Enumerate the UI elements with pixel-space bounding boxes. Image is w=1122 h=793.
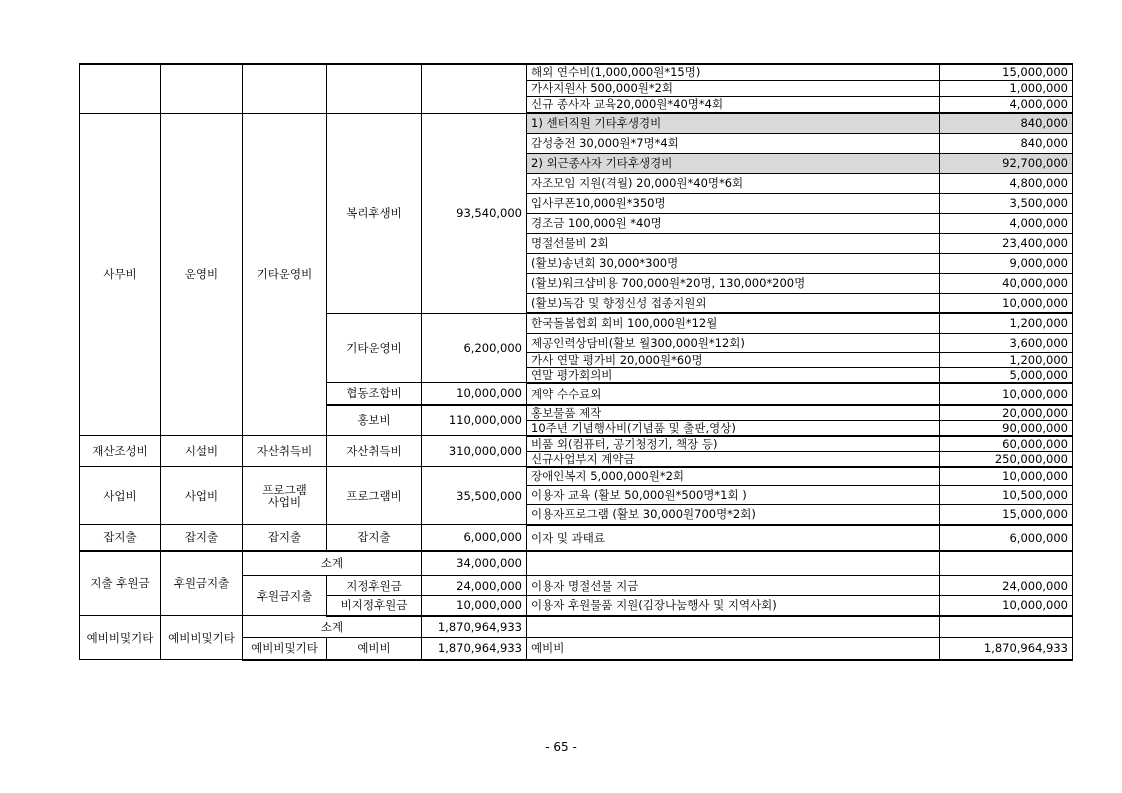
table-cell: 90,000,000: [940, 420, 1073, 436]
table-row: [80, 616, 1073, 638]
table-cell: 이자 및 과태료: [527, 525, 940, 551]
table-cell: 이용자 교육 (활보 50,000원*500명*1회 ): [527, 486, 940, 505]
table-cell: 장애인복지 5,000,000원*2회: [527, 467, 940, 486]
subtotal-label: 소계: [243, 616, 422, 638]
table-row: [80, 525, 1073, 551]
category-cell: 후원금지출: [161, 551, 243, 616]
table-cell: 1,000,000: [940, 80, 1073, 96]
category-cell: 기타운영비: [243, 113, 327, 436]
table-cell: 92,700,000: [940, 153, 1073, 173]
table-cell: 10,000,000: [940, 467, 1073, 486]
table-cell: 입사쿠폰10,000원*350명: [527, 193, 940, 213]
table-cell: 가사지원사 500,000원*2회: [527, 80, 940, 96]
table-cell: 신규 종사자 교육20,000원*40명*4회: [527, 96, 940, 113]
table-row: [80, 467, 1073, 486]
table-cell: 250,000,000: [940, 451, 1073, 467]
table-cell: 예비비: [527, 638, 940, 660]
amount-cell: 34,000,000: [422, 551, 527, 576]
table-cell: 10주년 기념행사비(기념품 및 출판,영상): [527, 420, 940, 436]
table-cell: 자조모임 지원(격월) 20,000원*40명*6회: [527, 173, 940, 193]
category-cell: 재산조성비: [80, 436, 161, 467]
category-cell: 지출 후원금: [80, 551, 161, 616]
category-cell: 기타운영비: [327, 313, 422, 383]
table-cell: 경조금 100,000원 *40명: [527, 213, 940, 233]
amount-cell: 10,000,000: [422, 596, 527, 616]
table-cell: 1,200,000: [940, 313, 1073, 333]
table-cell: 4,000,000: [940, 213, 1073, 233]
table-cell: 가사 연말 평가비 20,000원*60명: [527, 352, 940, 367]
table-cell: 3,500,000: [940, 193, 1073, 213]
table-cell: 1,870,964,933: [940, 638, 1073, 660]
table-cell: 10,000,000: [940, 596, 1073, 616]
category-cell: 사무비: [80, 113, 161, 436]
category-cell: 자산취득비: [327, 436, 422, 467]
table-cell: 10,000,000: [940, 293, 1073, 313]
page-number: - 65 -: [545, 740, 577, 754]
table-cell: 신규사업부지 계약금: [527, 451, 940, 467]
table-cell: [243, 64, 327, 113]
amount-cell: 35,500,000: [422, 467, 527, 525]
table-cell: 10,500,000: [940, 486, 1073, 505]
table-cell: 40,000,000: [940, 273, 1073, 293]
category-cell: 예비비및기타: [80, 616, 161, 660]
category-cell: 잡지출: [243, 525, 327, 551]
table-cell: [161, 64, 243, 113]
table-cell: 한국돌봄협회 회비 100,000원*12월: [527, 313, 940, 333]
table-row: [80, 64, 1073, 80]
category-cell: 사업비: [80, 467, 161, 525]
table-cell: 감성충전 30,000원*7명*4회: [527, 133, 940, 153]
table-row: [80, 113, 1073, 133]
table-cell: [527, 616, 940, 638]
table-cell: 계약 수수료외: [527, 383, 940, 405]
table-cell: [940, 616, 1073, 638]
table-cell: 5,000,000: [940, 367, 1073, 383]
table-cell: [527, 551, 940, 576]
category-cell: 예비비및기타: [243, 638, 327, 660]
table-cell: 1) 센터직원 기타후생경비: [527, 113, 940, 133]
table-cell: 이용자 명절선물 지금: [527, 576, 940, 596]
table-cell: 3,600,000: [940, 333, 1073, 352]
table-cell: 명절선물비 2회: [527, 233, 940, 253]
category-cell: 비지정후원금: [327, 596, 422, 616]
amount-cell: 110,000,000: [422, 405, 527, 436]
table-row: [80, 551, 1073, 576]
table-cell: 10,000,000: [940, 383, 1073, 405]
category-cell: 잡지출: [161, 525, 243, 551]
table-cell: [327, 64, 422, 113]
category-cell: 잡지출: [80, 525, 161, 551]
table-cell: 이용자 후원물품 지원(김장나눔행사 및 지역사회): [527, 596, 940, 616]
table-row: [80, 436, 1073, 452]
category-cell: 프로그램 사업비: [243, 467, 327, 525]
category-cell: 사업비: [161, 467, 243, 525]
table-cell: 이용자프로그램 (활보 30,000원700명*2회): [527, 505, 940, 525]
category-cell: 자산취득비: [243, 436, 327, 467]
amount-cell: 24,000,000: [422, 576, 527, 596]
category-cell: 운영비: [161, 113, 243, 436]
table-cell: 1,200,000: [940, 352, 1073, 367]
table-cell: 6,000,000: [940, 525, 1073, 551]
category-cell: 후원금지출: [243, 576, 327, 616]
table-cell: [80, 64, 161, 113]
table-cell: 연말 평가회의비: [527, 367, 940, 383]
amount-cell: 310,000,000: [422, 436, 527, 467]
table-cell: 해외 연수비(1,000,000원*15명): [527, 64, 940, 80]
amount-cell: 1,870,964,933: [422, 616, 527, 638]
table-cell: [422, 64, 527, 113]
table-cell: 4,000,000: [940, 96, 1073, 113]
table-cell: 840,000: [940, 133, 1073, 153]
table-cell: 20,000,000: [940, 405, 1073, 421]
category-cell: 잡지출: [327, 525, 422, 551]
amount-cell: 10,000,000: [422, 383, 527, 405]
table-cell: 840,000: [940, 113, 1073, 133]
table-cell: (활보)워크샵비용 700,000원*20명, 130,000*200명: [527, 273, 940, 293]
category-cell: 지정후원금: [327, 576, 422, 596]
amount-cell: 93,540,000: [422, 113, 527, 313]
amount-cell: 6,000,000: [422, 525, 527, 551]
table-cell: 4,800,000: [940, 173, 1073, 193]
table-cell: 15,000,000: [940, 64, 1073, 80]
category-cell: 복리후생비: [327, 113, 422, 313]
category-cell: 시설비: [161, 436, 243, 467]
subtotal-label: 소계: [243, 551, 422, 576]
table-cell: 제공인력상담비(활보 월300,000원*12회): [527, 333, 940, 352]
table-cell: 15,000,000: [940, 505, 1073, 525]
amount-cell: 1,870,964,933: [422, 638, 527, 660]
category-cell: 예비비: [327, 638, 422, 660]
table-cell: 홍보물품 제작: [527, 405, 940, 421]
budget-table: [79, 63, 1073, 661]
table-cell: 9,000,000: [940, 253, 1073, 273]
category-cell: 협동조합비: [327, 383, 422, 405]
table-cell: (활보)독감 및 향정신성 접종지원외: [527, 293, 940, 313]
category-cell: 프로그램비: [327, 467, 422, 525]
table-cell: [940, 551, 1073, 576]
table-cell: (활보)송년회 30,000*300명: [527, 253, 940, 273]
amount-cell: 6,200,000: [422, 313, 527, 383]
category-cell: 예비비및기타: [161, 616, 243, 660]
table-cell: 비품 외(컴퓨터, 공기청정기, 책장 등): [527, 436, 940, 452]
category-cell: 홍보비: [327, 405, 422, 436]
table-cell: 60,000,000: [940, 436, 1073, 452]
table-cell: 23,400,000: [940, 233, 1073, 253]
table-cell: 2) 외근종사자 기타후생경비: [527, 153, 940, 173]
table-cell: 24,000,000: [940, 576, 1073, 596]
